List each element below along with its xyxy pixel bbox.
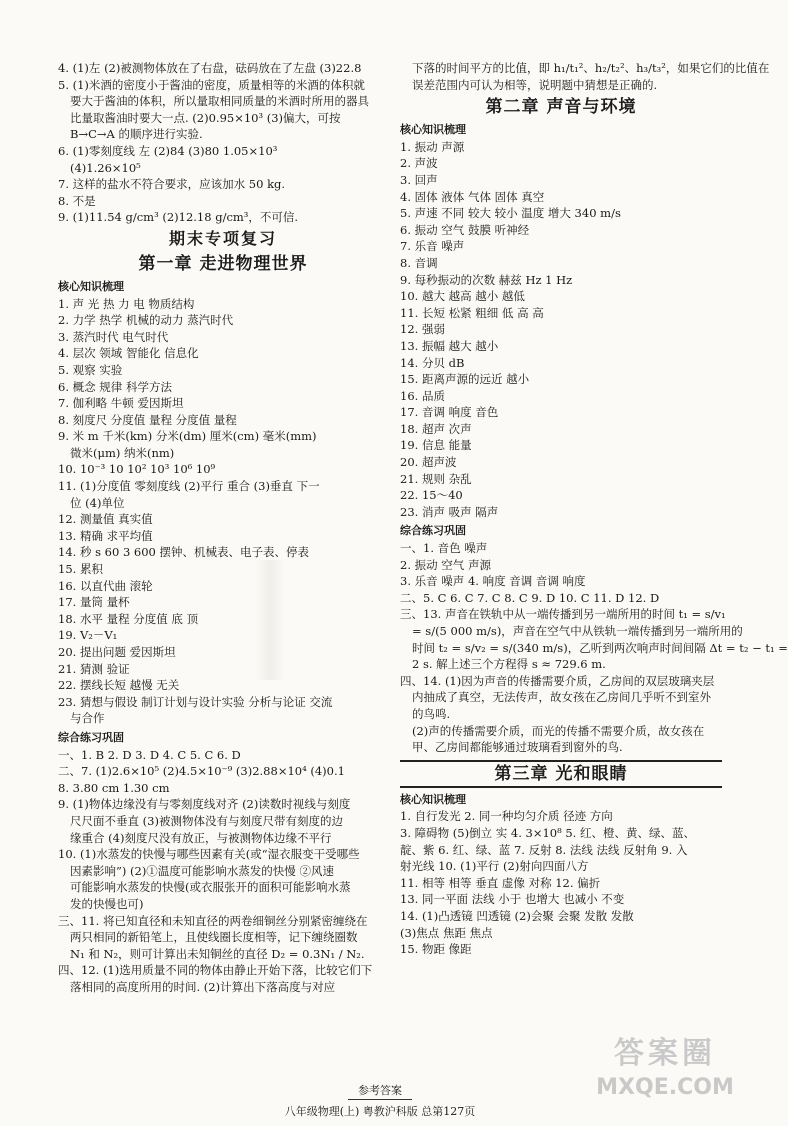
answer-line-continued: 的鸟鸣. (412, 706, 451, 721)
answer-line: 一、1. B 2. D 3. D 4. C 5. C 6. D (58, 747, 241, 762)
answer-line: 13. 同一平面 法线 小于 也增大 也减小 不变 (400, 892, 625, 907)
answer-line: 13. 振幅 越大 越小 (400, 338, 499, 353)
answer-line: 2. 声波 (400, 156, 438, 171)
left-column (58, 60, 388, 995)
answer-line: 11. (1)分度值 零刻度线 (2)平行 重合 (3)垂直 下一 (58, 479, 320, 494)
subsection-label: 核心知识梳理 (400, 792, 466, 806)
answer-line: 1. 自行发光 2. 同一种均匀介质 径迹 方向 (400, 809, 613, 824)
right-column (400, 60, 788, 958)
answer-line-continued: 要大于酱油的体积，所以量取相同质量的米酒时所用的器具 (70, 94, 369, 109)
answer-line: 四、14. (1)因为声音的传播需要介质，乙房间的双层玻璃夹层 (400, 673, 715, 688)
answer-line: 20. 超声波 (400, 455, 457, 470)
answer-line-continued: 发的快慢也可) (70, 896, 144, 911)
answer-line-continued: 因素影响”) (2)①温度可能影响水蒸发的快慢 ②风速 (70, 863, 334, 878)
answer-line: 8. 不是 (58, 193, 96, 208)
answer-line: 3. 回声 (400, 172, 438, 187)
answer-line-continued: 与合作 (70, 711, 105, 726)
answer-line: 7. 伽利略 牛顿 爱因斯坦 (58, 396, 184, 411)
answer-line: 6. (1)零刻度线 左 (2)84 (3)80 1.05×10³ (58, 143, 278, 158)
answer-line: 7. 乐音 噪声 (400, 239, 465, 254)
chapter-heading: 第二章 声音与环境 (485, 97, 637, 118)
answer-line-continued: 两只相同的新铅笔上，且使线圈长度相等，记下缠绕圈数 (70, 930, 358, 945)
answer-line: 4. (1)左 (2)被测物体放在了右盘，砝码放在了左盘 (3)22.8 (58, 61, 362, 75)
answer-line: 21. 猜测 验证 (58, 661, 130, 676)
chapter-heading: 第一章 走进物理世界 (138, 253, 308, 274)
answer-line: 二、7. (1)2.6×10⁵ (2)4.5×10⁻⁹ (3)2.88×10⁴ (4)0.1 (58, 764, 345, 779)
answer-line-continued: 微米(μm) 纳米(nm) (70, 445, 175, 460)
answer-line-continued: 可能影响水蒸发的快慢(或衣服张开的面积可能影响水蒸 (70, 880, 351, 895)
answer-line: 4. 层次 领域 智能化 信息化 (58, 346, 199, 361)
chapter-heading: 第三章 光和眼睛 (400, 760, 722, 788)
answer-line: 6. 振动 空气 鼓膜 听神经 (400, 222, 530, 237)
answer-line: 8. 3.80 cm 1.30 cm (58, 780, 170, 795)
answer-line-continued: 误差范围内可认为相等，说明题中猜想是正确的. (412, 77, 658, 92)
answer-line: 21. 规则 杂乱 (400, 471, 472, 486)
answer-line: 3. 乐音 噪声 4. 响度 音调 音调 响度 (400, 574, 586, 589)
answer-line: 1. 振动 声源 (400, 139, 465, 154)
answer-line-continued: 缘重合 (4)刻度尺没有放正，与被测物体边缘不平行 (70, 830, 332, 845)
answer-line: 14. (1)凸透镜 凹透镜 (2)会聚 会聚 发散 发散 (400, 908, 634, 923)
answer-line-continued: (4)1.26×10⁵ (70, 160, 141, 175)
answer-line: 11. 相等 相等 垂直 虚像 对称 12. 偏折 (400, 875, 601, 890)
answer-line: 15. 距离声源的远近 越小 (400, 372, 530, 387)
answer-line-continued: B→C→A 的顺序进行实验. (70, 127, 203, 142)
answer-line-continued: N₁ 和 N₂，则可计算出未知铜丝的直径 D₂ = 0.3N₁ / N₂. (70, 946, 365, 961)
answer-line: 20. 提出问题 爱因斯坦 (58, 645, 176, 659)
answer-line-continued: 落相同的高度所用的时间. (2)计算出下落高度与对应 (70, 979, 336, 994)
answer-line: 2. 振动 空气 声源 (400, 557, 491, 572)
answer-line: 4. 固体 液体 气体 固体 真空 (400, 189, 545, 204)
subsection-label: 综合练习巩固 (58, 730, 124, 744)
answer-line: 10. 越大 越高 越小 越低 (400, 289, 525, 304)
answer-line: 13. 精确 求平均值 (58, 528, 153, 543)
answer-line: 22. 摆线长短 越慢 无关 (58, 678, 180, 693)
answer-line: 四、12. (1)选用质量不同的物体由静止开始下落，比较它们下 (58, 963, 373, 978)
answer-line-continued: 时间 t₂ = s/v₂ = s/(340 m/s)，乙听到两次响声时间间隔 Δt = t₂ − t₁ = (412, 640, 788, 655)
answer-line-continued: = s/(5 000 m/s)，声音在空气中从铁轨一端传播到另一端所用的 (412, 624, 743, 638)
answer-line-continued: 下落的时间平方的比值，即 h₁/t₁²、h₂/t₂²、h₃/t₃²，如果它们的比值在 (412, 61, 770, 75)
page-top-bleed (60, 0, 710, 14)
answer-line: 2. 力学 热学 机械的动力 蒸汽时代 (58, 313, 234, 328)
answer-line: 5. 观察 实验 (58, 362, 123, 377)
answer-line: 12. 测量值 真实值 (58, 512, 153, 527)
subsection-label: 核心知识梳理 (58, 279, 124, 293)
watermark-text: 答案圈 (614, 1036, 716, 1071)
answer-line: 三、11. 将已知直径和未知直径的两卷细铜丝分别紧密缠绕在 (58, 913, 368, 928)
subsection-label: 核心知识梳理 (400, 123, 466, 137)
answer-line: 16. 品质 (400, 388, 445, 403)
answer-line: 14. 分贝 dB (400, 355, 465, 370)
answer-line: 9. (1)11.54 g/cm³ (2)12.18 g/cm³，不可信. (58, 210, 299, 225)
section-heading: 期末专项复习 (168, 228, 277, 248)
answer-line: 8. 音调 (400, 255, 438, 270)
answer-line-continued: 比量取酱油时要大一点. (2)0.95×10³ (3)偏大，可按 (70, 110, 341, 125)
answer-line: 19. V₂－V₁ (58, 628, 118, 643)
answer-line: 18. 超声 次声 (400, 421, 472, 436)
footer-label: 参考答案 (348, 1082, 412, 1100)
watermark-url: MXQE.COM (596, 1075, 734, 1100)
answer-line: 16. 以直代曲 滚轮 (58, 578, 153, 593)
answer-line: 3. 蒸汽时代 电气时代 (58, 329, 169, 344)
answer-line: 1. 声 光 热 力 电 物质结构 (58, 296, 195, 311)
answer-line: 6. 概念 规律 科学方法 (58, 379, 172, 394)
answer-line-continued: 内抽成了真空，无法传声，故女孩在乙房间几乎听不到室外 (412, 690, 711, 705)
answer-line: 19. 信息 能量 (400, 438, 472, 453)
answer-line-continued: 2 s. 解上述三个方程得 s ≈ 729.6 m. (412, 657, 606, 672)
answer-line: 10. (1)水蒸发的快慢与哪些因素有关(或“湿衣服变干受哪些 (58, 847, 360, 862)
answer-line: 22. 15～40 (400, 488, 463, 503)
answer-line: 14. 秒 s 60 3 600 摆钟、机械表、电子表、停表 (58, 545, 310, 560)
answer-line: 12. 强弱 (400, 322, 445, 337)
answer-line-continued: 甲、乙房间都能够通过玻璃看到窗外的鸟. (412, 740, 623, 755)
answer-line: 3. 障碍物 (5)倒立 实 4. 3×10⁸ 5. 红、橙、黄、绿、蓝、 (400, 825, 695, 840)
answer-line: 靛、紫 6. 红、绿、蓝 7. 反射 8. 法线 法线 反射角 9. 入 (400, 842, 688, 857)
footer-info: 八年级物理(上) 粤教沪科版 总第127页 (284, 1105, 476, 1118)
subsection-label: 综合练习巩固 (400, 524, 466, 538)
answer-line: 三、13. 声音在铁轨中从一端传播到另一端所用的时间 t₁ = s/v₁ (400, 607, 726, 622)
answer-line: 18. 水平 量程 分度值 底 顶 (58, 611, 199, 626)
answer-line-continued: 尺尺面不垂直 (3)被测物体没有与刻度尺带有刻度的边 (70, 813, 343, 828)
answer-line: 15. 物距 像距 (400, 942, 472, 957)
answer-line: 15. 累积 (58, 562, 103, 577)
scan-shadow (255, 560, 285, 680)
answer-line-continued: 位 (4)单位 (70, 495, 125, 510)
answer-line: 10. 10⁻³ 10 10² 10³ 10⁶ 10⁹ (58, 462, 216, 477)
answer-line: 17. 量筒 量杯 (58, 595, 130, 610)
answer-line: 9. (1)物体边缘没有与零刻度线对齐 (2)读数时视线与刻度 (58, 797, 351, 812)
answer-line: 9. 每秒振动的次数 赫兹 Hz 1 Hz (400, 272, 573, 287)
answer-line: 23. 猜想与假设 制订计划与设计实验 分析与论证 交流 (58, 694, 333, 709)
answer-line-continued: (2)声的传播需要介质，而光的传播不需要介质，故女孩在 (412, 723, 705, 738)
answer-line: 一、1. 音色 噪声 (400, 541, 488, 556)
answer-line: 11. 长短 松紧 粗细 低 高 高 (400, 305, 544, 320)
answer-line: 23. 消声 吸声 隔声 (400, 504, 499, 519)
answer-line: 9. 米 m 千米(km) 分米(dm) 厘米(cm) 毫米(mm) (58, 429, 317, 444)
site-watermark-logo (590, 1034, 740, 1114)
answer-line: 二、5. C 6. C 7. C 8. C 9. D 10. C 11. D 12. D (400, 590, 660, 605)
answer-line: 8. 刻度尺 分度值 量程 分度值 量程 (58, 412, 237, 427)
page-footer (220, 1082, 540, 1119)
answer-line: 7. 这样的盐水不符合要求，应该加水 50 kg. (58, 177, 286, 192)
answer-line: 5. 声速 不同 较大 较小 温度 增大 340 m/s (400, 206, 621, 221)
answer-line: (3)焦点 焦距 焦点 (400, 925, 493, 940)
answer-line: 5. (1)米酒的密度小于酱油的密度，质量相等的米酒的体积就 (58, 77, 365, 92)
answer-line: 射光线 10. (1)平行 (2)射向四面八方 (400, 859, 589, 874)
answer-line: 17. 音调 响度 音色 (400, 405, 499, 420)
